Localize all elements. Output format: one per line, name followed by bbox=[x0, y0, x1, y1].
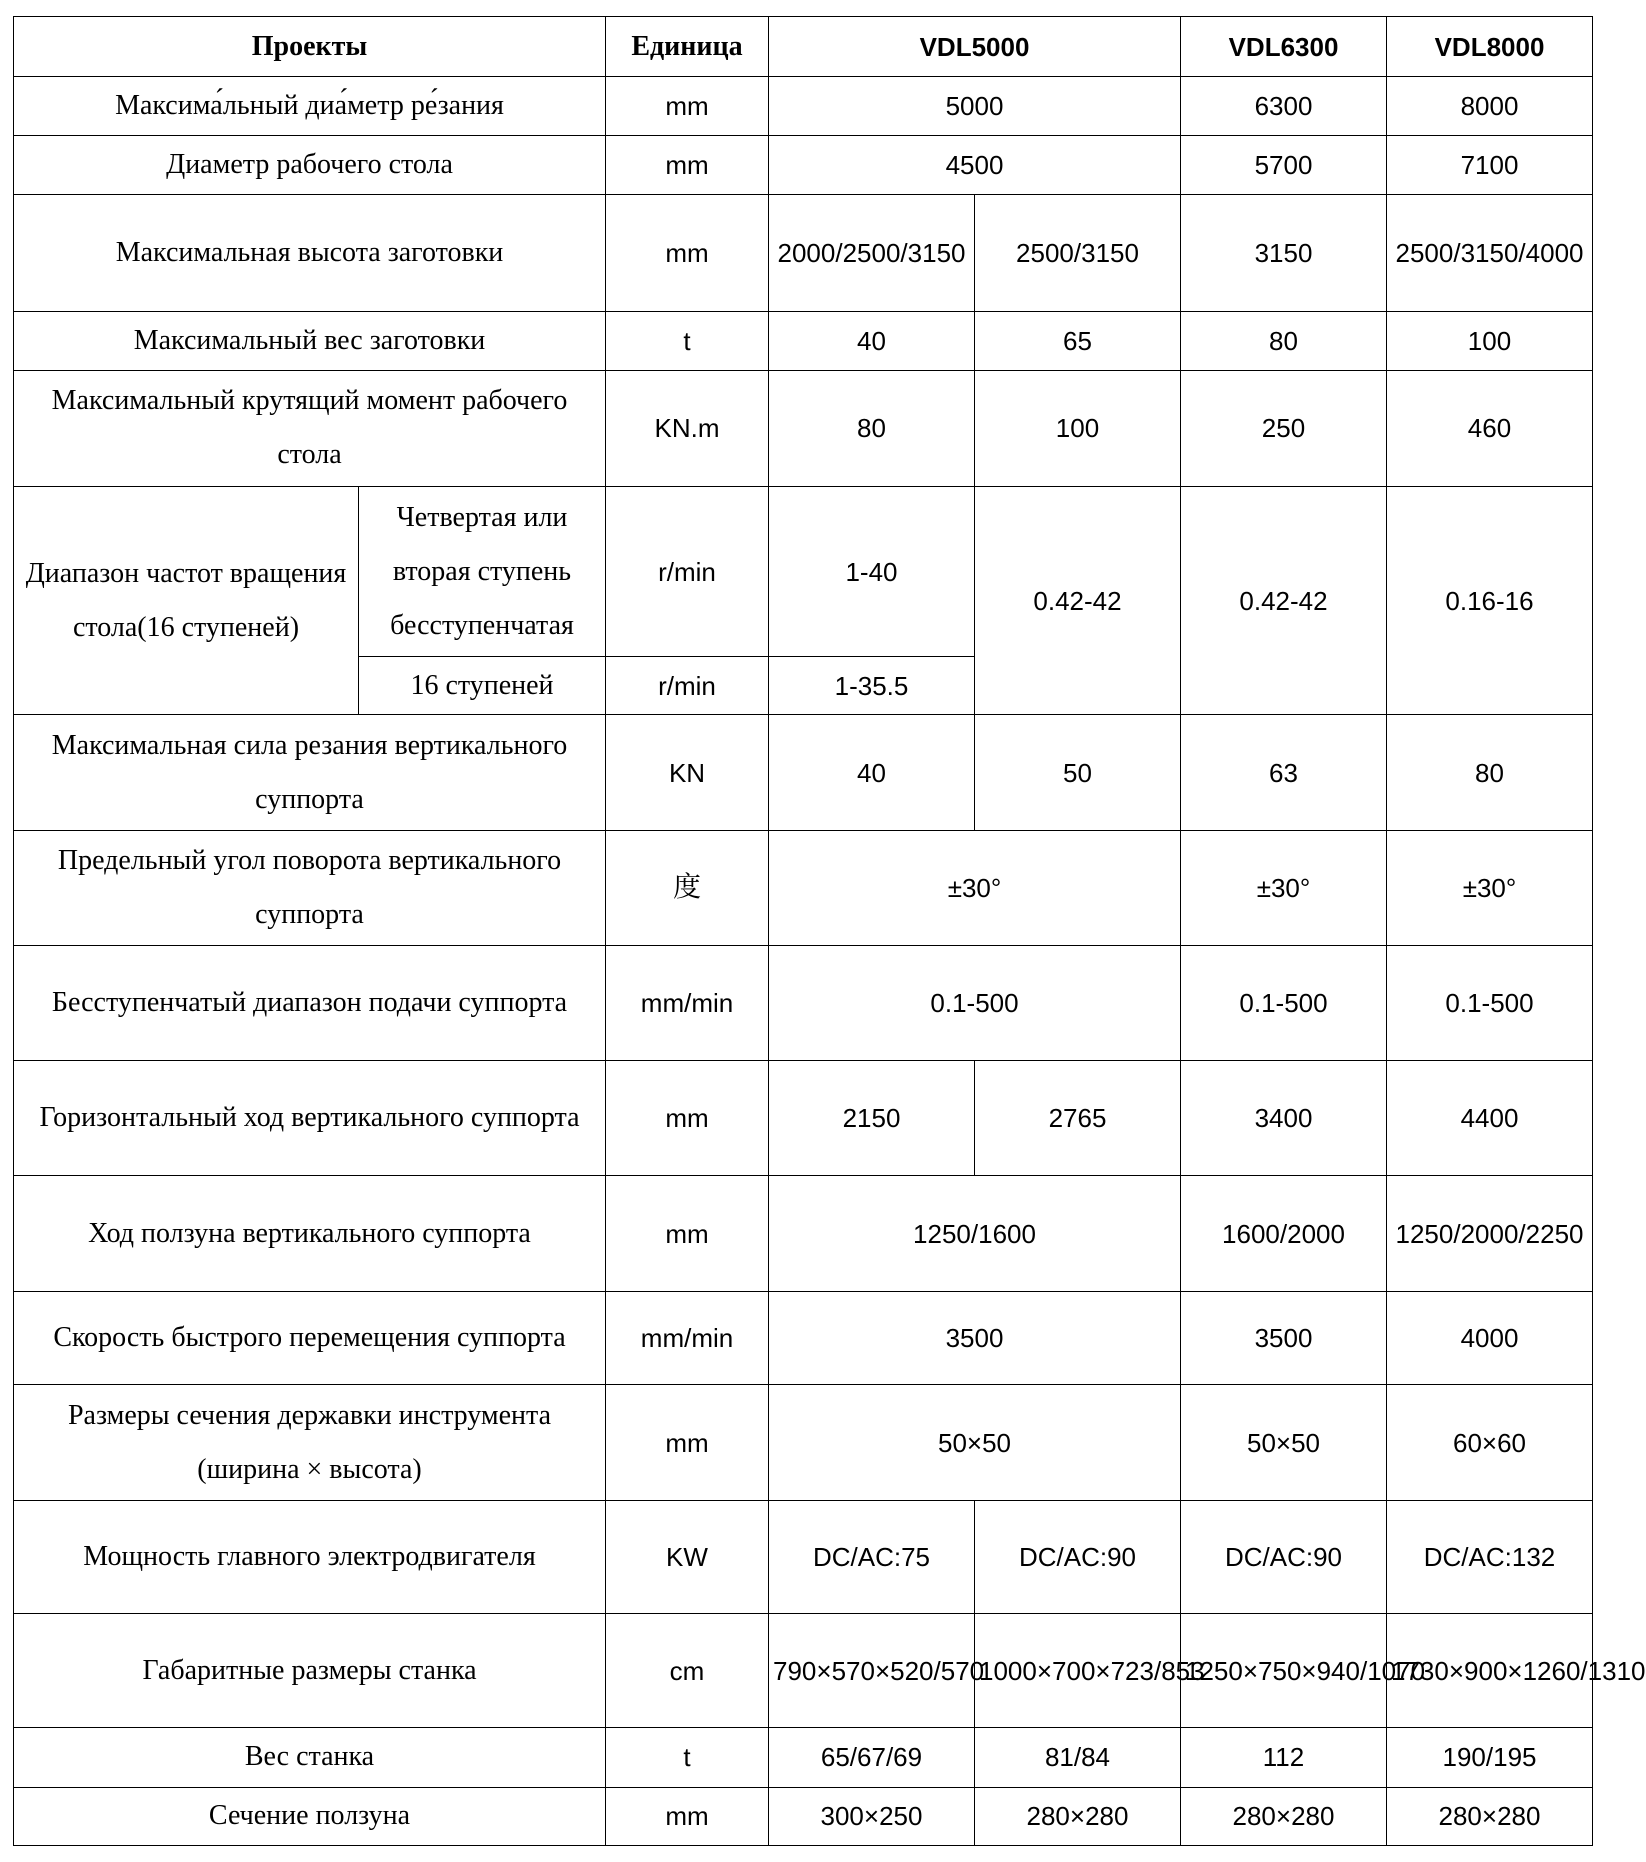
unit-cell: cm bbox=[606, 1614, 769, 1727]
unit-cell: t bbox=[606, 311, 769, 370]
specification-table bbox=[13, 16, 1646, 1846]
table-row bbox=[14, 1501, 1593, 1614]
value-vdl8000: 7100 bbox=[1387, 136, 1593, 195]
value-vdl8000: 80 bbox=[1387, 715, 1593, 830]
value-vdl8000: 0.1-500 bbox=[1387, 945, 1593, 1060]
value-vdl6300: 63 bbox=[1181, 715, 1387, 830]
value-vdl5000-b: 280×280 bbox=[975, 1787, 1181, 1845]
value-vdl8000: 2500/3150/4000 bbox=[1387, 195, 1593, 311]
value-vdl6300: 1250×750×940/1070 bbox=[1181, 1614, 1387, 1727]
value-vdl8000: 8000 bbox=[1387, 77, 1593, 136]
value-vdl5000-b: 100 bbox=[975, 370, 1181, 486]
value-vdl6300: 112 bbox=[1181, 1727, 1387, 1787]
row-label: Размеры сечения державки инструмента (ширина × высота) bbox=[14, 1384, 606, 1500]
value-vdl5000-a: 40 bbox=[769, 311, 975, 370]
table-row bbox=[14, 715, 1593, 830]
unit-cell: mm bbox=[606, 1384, 769, 1500]
value-vdl8000: 1730×900×1260/1310 bbox=[1387, 1614, 1593, 1727]
value-vdl5000-a: 2000/2500/3150 bbox=[769, 195, 975, 311]
row-label: Диаметр рабочего стола bbox=[14, 136, 606, 195]
value-vdl5000-b: 81/84 bbox=[975, 1727, 1181, 1787]
row-label: Максимальный вес заготовки bbox=[14, 311, 606, 370]
table-row bbox=[14, 195, 1593, 311]
row-label: Предельный угол поворота вертикального суппорта bbox=[14, 830, 606, 945]
value-vdl5000-b: 50 bbox=[975, 715, 1181, 830]
unit-cell: KW bbox=[606, 1501, 769, 1614]
unit-cell: mm bbox=[606, 1787, 769, 1845]
value-vdl8000: 0.16-16 bbox=[1387, 487, 1593, 715]
value-vdl8000: DC/AC:132 bbox=[1387, 1501, 1593, 1614]
table-row bbox=[14, 1061, 1593, 1176]
unit-cell: KN bbox=[606, 715, 769, 830]
table-row bbox=[14, 370, 1593, 486]
table-row bbox=[14, 487, 1593, 657]
unit-cell: mm/min bbox=[606, 945, 769, 1060]
row-label: Максимальный крутящий момент рабочего стола bbox=[14, 370, 606, 486]
value-vdl8000: 100 bbox=[1387, 311, 1593, 370]
value-vdl5000: 1250/1600 bbox=[769, 1176, 1181, 1291]
value-vdl5000-a: 1-40 bbox=[769, 487, 975, 657]
sub-row-label: Четвертая или вторая ступень бесступенчатая bbox=[359, 487, 606, 657]
table-row bbox=[14, 1384, 1593, 1500]
value-vdl8000: ±30° bbox=[1387, 830, 1593, 945]
row-label: Максимальная высота заготовки bbox=[14, 195, 606, 311]
unit-cell: mm/min bbox=[606, 1291, 769, 1384]
value-vdl5000-a: 2150 bbox=[769, 1061, 975, 1176]
value-vdl8000: 460 bbox=[1387, 370, 1593, 486]
value-vdl6300: 50×50 bbox=[1181, 1384, 1387, 1500]
table-row bbox=[14, 1614, 1593, 1727]
value-vdl5000: 4500 bbox=[769, 136, 1181, 195]
sub-row-label: 16 ступеней bbox=[359, 657, 606, 715]
table-row bbox=[14, 1176, 1593, 1291]
value-vdl5000-b: 0.42-42 bbox=[975, 487, 1181, 715]
unit-cell: mm bbox=[606, 1176, 769, 1291]
value-vdl6300: 0.1-500 bbox=[1181, 945, 1387, 1060]
unit-cell: KN.m bbox=[606, 370, 769, 486]
value-vdl5000: 0.1-500 bbox=[769, 945, 1181, 1060]
value-vdl6300: 5700 bbox=[1181, 136, 1387, 195]
value-vdl5000-a: 1-35.5 bbox=[769, 657, 975, 715]
value-vdl8000: 60×60 bbox=[1387, 1384, 1593, 1500]
row-label: Мощность главного электродвигателя bbox=[14, 1501, 606, 1614]
header-row bbox=[14, 17, 1593, 77]
value-vdl5000-b: 2500/3150 bbox=[975, 195, 1181, 311]
value-vdl5000-a: 65/67/69 bbox=[769, 1727, 975, 1787]
row-label: Горизонтальный ход вертикального суппорта bbox=[14, 1061, 606, 1176]
value-vdl6300: 3500 bbox=[1181, 1291, 1387, 1384]
header-projects: Проекты bbox=[14, 17, 606, 77]
value-vdl5000-a: 80 bbox=[769, 370, 975, 486]
table-row bbox=[14, 1727, 1593, 1787]
value-vdl5000-a: 790×570×520/570 bbox=[769, 1614, 975, 1727]
value-vdl8000: 4400 bbox=[1387, 1061, 1593, 1176]
unit-cell: 度 bbox=[606, 830, 769, 945]
table-row bbox=[14, 1291, 1593, 1384]
unit-cell: mm bbox=[606, 136, 769, 195]
value-vdl5000-b: 2765 bbox=[975, 1061, 1181, 1176]
row-label: Сечение ползуна bbox=[14, 1787, 606, 1845]
row-label: Габаритные размеры станка bbox=[14, 1614, 606, 1727]
value-vdl5000-a: 40 bbox=[769, 715, 975, 830]
unit-cell: mm bbox=[606, 1061, 769, 1176]
value-vdl8000: 4000 bbox=[1387, 1291, 1593, 1384]
value-vdl6300: ±30° bbox=[1181, 830, 1387, 945]
row-label: Бесступенчатый диапазон подачи суппорта bbox=[14, 945, 606, 1060]
value-vdl8000: 190/195 bbox=[1387, 1727, 1593, 1787]
value-vdl5000: 5000 bbox=[769, 77, 1181, 136]
value-vdl6300: 6300 bbox=[1181, 77, 1387, 136]
row-label: Диапазон частот вращения стола(16 ступеней) bbox=[14, 487, 359, 715]
header-vdl5000: VDL5000 bbox=[769, 17, 1181, 77]
table-row bbox=[14, 77, 1593, 136]
row-label: Максима́льный диа́метр ре́зания bbox=[14, 77, 606, 136]
value-vdl5000-b: 1000×700×723/853 bbox=[975, 1614, 1181, 1727]
table-row bbox=[14, 136, 1593, 195]
unit-cell: mm bbox=[606, 195, 769, 311]
unit-cell: mm bbox=[606, 77, 769, 136]
table-row bbox=[14, 1787, 1593, 1845]
value-vdl5000: 3500 bbox=[769, 1291, 1181, 1384]
table-row bbox=[14, 945, 1593, 1060]
value-vdl8000: 1250/2000/2250 bbox=[1387, 1176, 1593, 1291]
value-vdl6300: 3400 bbox=[1181, 1061, 1387, 1176]
unit-cell: r/min bbox=[606, 487, 769, 657]
row-label: Ход ползуна вертикального суппорта bbox=[14, 1176, 606, 1291]
row-label: Скорость быстрого перемещения суппорта bbox=[14, 1291, 606, 1384]
value-vdl5000-a: 300×250 bbox=[769, 1787, 975, 1845]
header-unit: Единица bbox=[606, 17, 769, 77]
value-vdl5000-a: DC/AC:75 bbox=[769, 1501, 975, 1614]
value-vdl6300: 250 bbox=[1181, 370, 1387, 486]
value-vdl5000-b: DC/AC:90 bbox=[975, 1501, 1181, 1614]
unit-cell: t bbox=[606, 1727, 769, 1787]
value-vdl6300: 0.42-42 bbox=[1181, 487, 1387, 715]
value-vdl6300: 80 bbox=[1181, 311, 1387, 370]
table-row bbox=[14, 830, 1593, 945]
row-label: Вес станка bbox=[14, 1727, 606, 1787]
value-vdl5000-b: 65 bbox=[975, 311, 1181, 370]
header-vdl6300: VDL6300 bbox=[1181, 17, 1387, 77]
value-vdl6300: 3150 bbox=[1181, 195, 1387, 311]
header-vdl8000: VDL8000 bbox=[1387, 17, 1593, 77]
value-vdl5000: ±30° bbox=[769, 830, 1181, 945]
value-vdl8000: 280×280 bbox=[1387, 1787, 1593, 1845]
unit-cell: r/min bbox=[606, 657, 769, 715]
value-vdl6300: DC/AC:90 bbox=[1181, 1501, 1387, 1614]
table-row bbox=[14, 311, 1593, 370]
value-vdl6300: 280×280 bbox=[1181, 1787, 1387, 1845]
value-vdl6300: 1600/2000 bbox=[1181, 1176, 1387, 1291]
value-vdl5000: 50×50 bbox=[769, 1384, 1181, 1500]
row-label: Максимальная сила резания вертикального суппорта bbox=[14, 715, 606, 830]
